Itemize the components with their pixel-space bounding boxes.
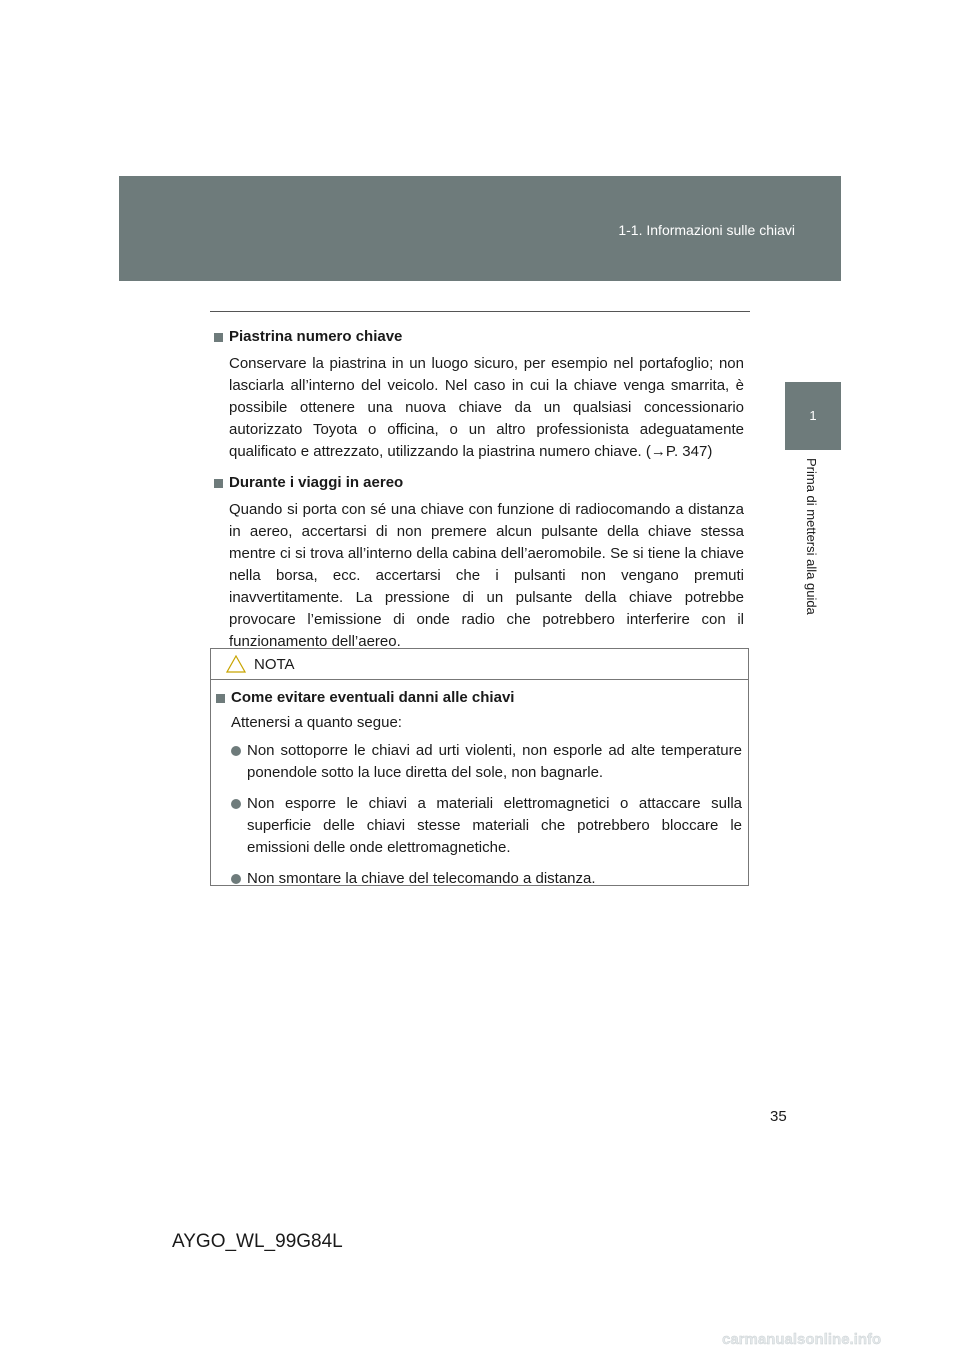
list-item-text: Non smontare la chiave del telecomando a distanza. [247,870,596,887]
watermark-logo [722,1326,952,1352]
watermark-text: carmanualsonline.info [722,1331,882,1348]
document-code: AYGO_WL_99G84L [172,1231,343,1252]
note-heading [216,688,742,708]
chapter-number: 1 [809,408,817,423]
section-heading [214,327,744,347]
note-heading-text: Come evitare eventuali danni alle chiavi [231,689,515,706]
top-divider [210,311,750,312]
note-body [211,680,748,890]
section-paragraph: Conservare la piastrina in un luogo sicuro, per esempio nel portafoglio; non lasciarla all’interno del veicolo. Nel caso in cui la chiave venga smarrita, è possibile ottenere una nuova chiave da un qualsiasi concessionario autorizzato Toyota o officina, o un altro professionista adeguatamente qualificato e attrezzato, utilizzando la piastrina numero chiave. (→P. 347) [229,355,744,460]
chapter-label: Prima di mettersi alla guida [804,458,819,615]
list-item [231,868,742,890]
list-item-text: Non sottoporre le chiavi ad urti violenti, non esporle ad alte temperature ponendole sotto la luce diretta del sole, non bagnarle. [247,742,742,781]
note-box [210,648,749,886]
circle-bullet-icon [231,799,241,809]
list-item-text: Non esporre le chiavi a materiali elettromagnetici o attaccare sulla superficie delle chiavi stesse materiali che potrebbero bloccare le emissioni delle onde elettromagnetiche. [247,795,742,856]
section-heading-text: Piastrina numero chiave [229,328,403,345]
section-heading [214,473,744,493]
header-band [119,176,841,281]
square-bullet-icon [214,333,223,342]
section-title: 1-1. Informazioni sulle chiavi [618,222,795,238]
square-bullet-icon [214,479,223,488]
note-title: NOTA [254,655,295,673]
note-intro: Attenersi a quanto segue: [231,714,402,731]
main-content [214,327,744,663]
list-item [231,740,742,784]
list-item [231,793,742,859]
circle-bullet-icon [231,874,241,884]
circle-bullet-icon [231,746,241,756]
note-header [211,649,748,680]
section-paragraph: Quando si porta con sé una chiave con funzione di radiocomando a distanza in aereo, accertarsi di non premere alcun pulsante della chiave stessa mentre ci si trova all’interno della cabina dell’aeromobile. Se si tiene la chiave nella borsa, ecc. accertarsi che i pulsanti non vengano premuti inavvertitamente. La pressione di un pulsante della chiave potrebbe provocare l’emissione di onde radio che potrebbero interferire con il funzionamento dell’aereo. [229,501,744,650]
chapter-tab [785,382,841,450]
square-bullet-icon [216,694,225,703]
page-number: 35 [770,1108,787,1125]
warning-triangle-icon [226,655,246,673]
section-heading-text: Durante i viaggi in aereo [229,474,404,491]
